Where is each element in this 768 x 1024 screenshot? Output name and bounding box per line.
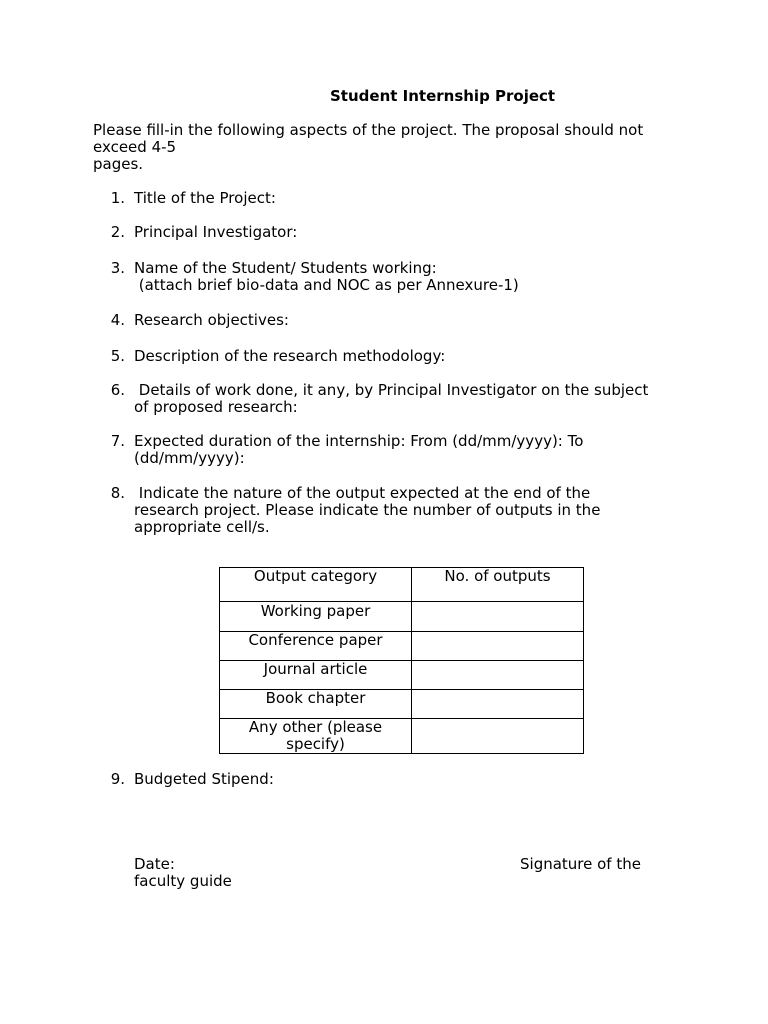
table-cell-count[interactable] [412,690,584,719]
list-item-text: Budgeted Stipend: [134,770,274,788]
table-cell-category: Book chapter [220,690,412,719]
list-item-number: 4. [110,311,125,329]
date-label: Date: [134,855,175,873]
list-item-text: (dd/mm/yyyy): [134,449,245,467]
table-cell-category: Working paper [220,602,412,632]
table-row [220,661,584,690]
list-item-text: research project. Please indicate the number of outputs in the [134,501,601,519]
list-item-text: Details of work done, it any, by Principal Investigator on the subject [134,381,649,399]
list-item-number: 7. [110,432,125,450]
list-item-text: Name of the Student/ Students working: [134,259,437,277]
table-row [220,602,584,632]
table-row [220,690,584,719]
document-title: Student Internship Project [330,87,556,105]
table-header-cell: No. of outputs [412,568,584,602]
list-item-text: Principal Investigator: [134,223,298,241]
table-header-cell: Output category [220,568,412,602]
list-item-number: 3. [110,259,125,277]
output-table [219,567,584,754]
list-item-text: (attach brief bio-data and NOC as per Annexure-1) [134,276,519,294]
intro-text-line-3: pages. [93,155,144,173]
table-cell-count[interactable] [412,719,584,754]
list-item-text: of proposed research: [134,398,298,416]
list-item-number: 8. [110,484,125,502]
table-header-row [220,568,584,602]
table-cell-category: Conference paper [220,632,412,661]
intro-text-line-1: Please fill-in the following aspects of the project. The proposal should not [93,121,644,139]
table-row [220,719,584,754]
list-item-number: 6. [110,381,125,399]
table-cell-count[interactable] [412,602,584,632]
intro-text-line-2: exceed 4-5 [93,138,177,156]
signature-label-continued: faculty guide [134,872,232,890]
signature-label: Signature of the [520,855,641,873]
table-cell-category: Journal article [220,661,412,690]
list-item-number: 1. [110,189,125,207]
list-item-text: Expected duration of the internship: From (dd/mm/yyyy): To [134,432,584,450]
list-item-text: Title of the Project: [134,189,276,207]
list-item-text: Description of the research methodology: [134,347,446,365]
table-cell-count[interactable] [412,661,584,690]
list-item-number: 2. [110,223,125,241]
list-item-number: 5. [110,347,125,365]
list-item-text: Research objectives: [134,311,289,329]
list-item-number: 9. [110,770,125,788]
list-item-text: Indicate the nature of the output expected at the end of the [134,484,591,502]
table-cell-category: Any other (please specify) [220,719,412,754]
table-row [220,632,584,661]
table-cell-count[interactable] [412,632,584,661]
list-item-text: appropriate cell/s. [134,518,270,536]
